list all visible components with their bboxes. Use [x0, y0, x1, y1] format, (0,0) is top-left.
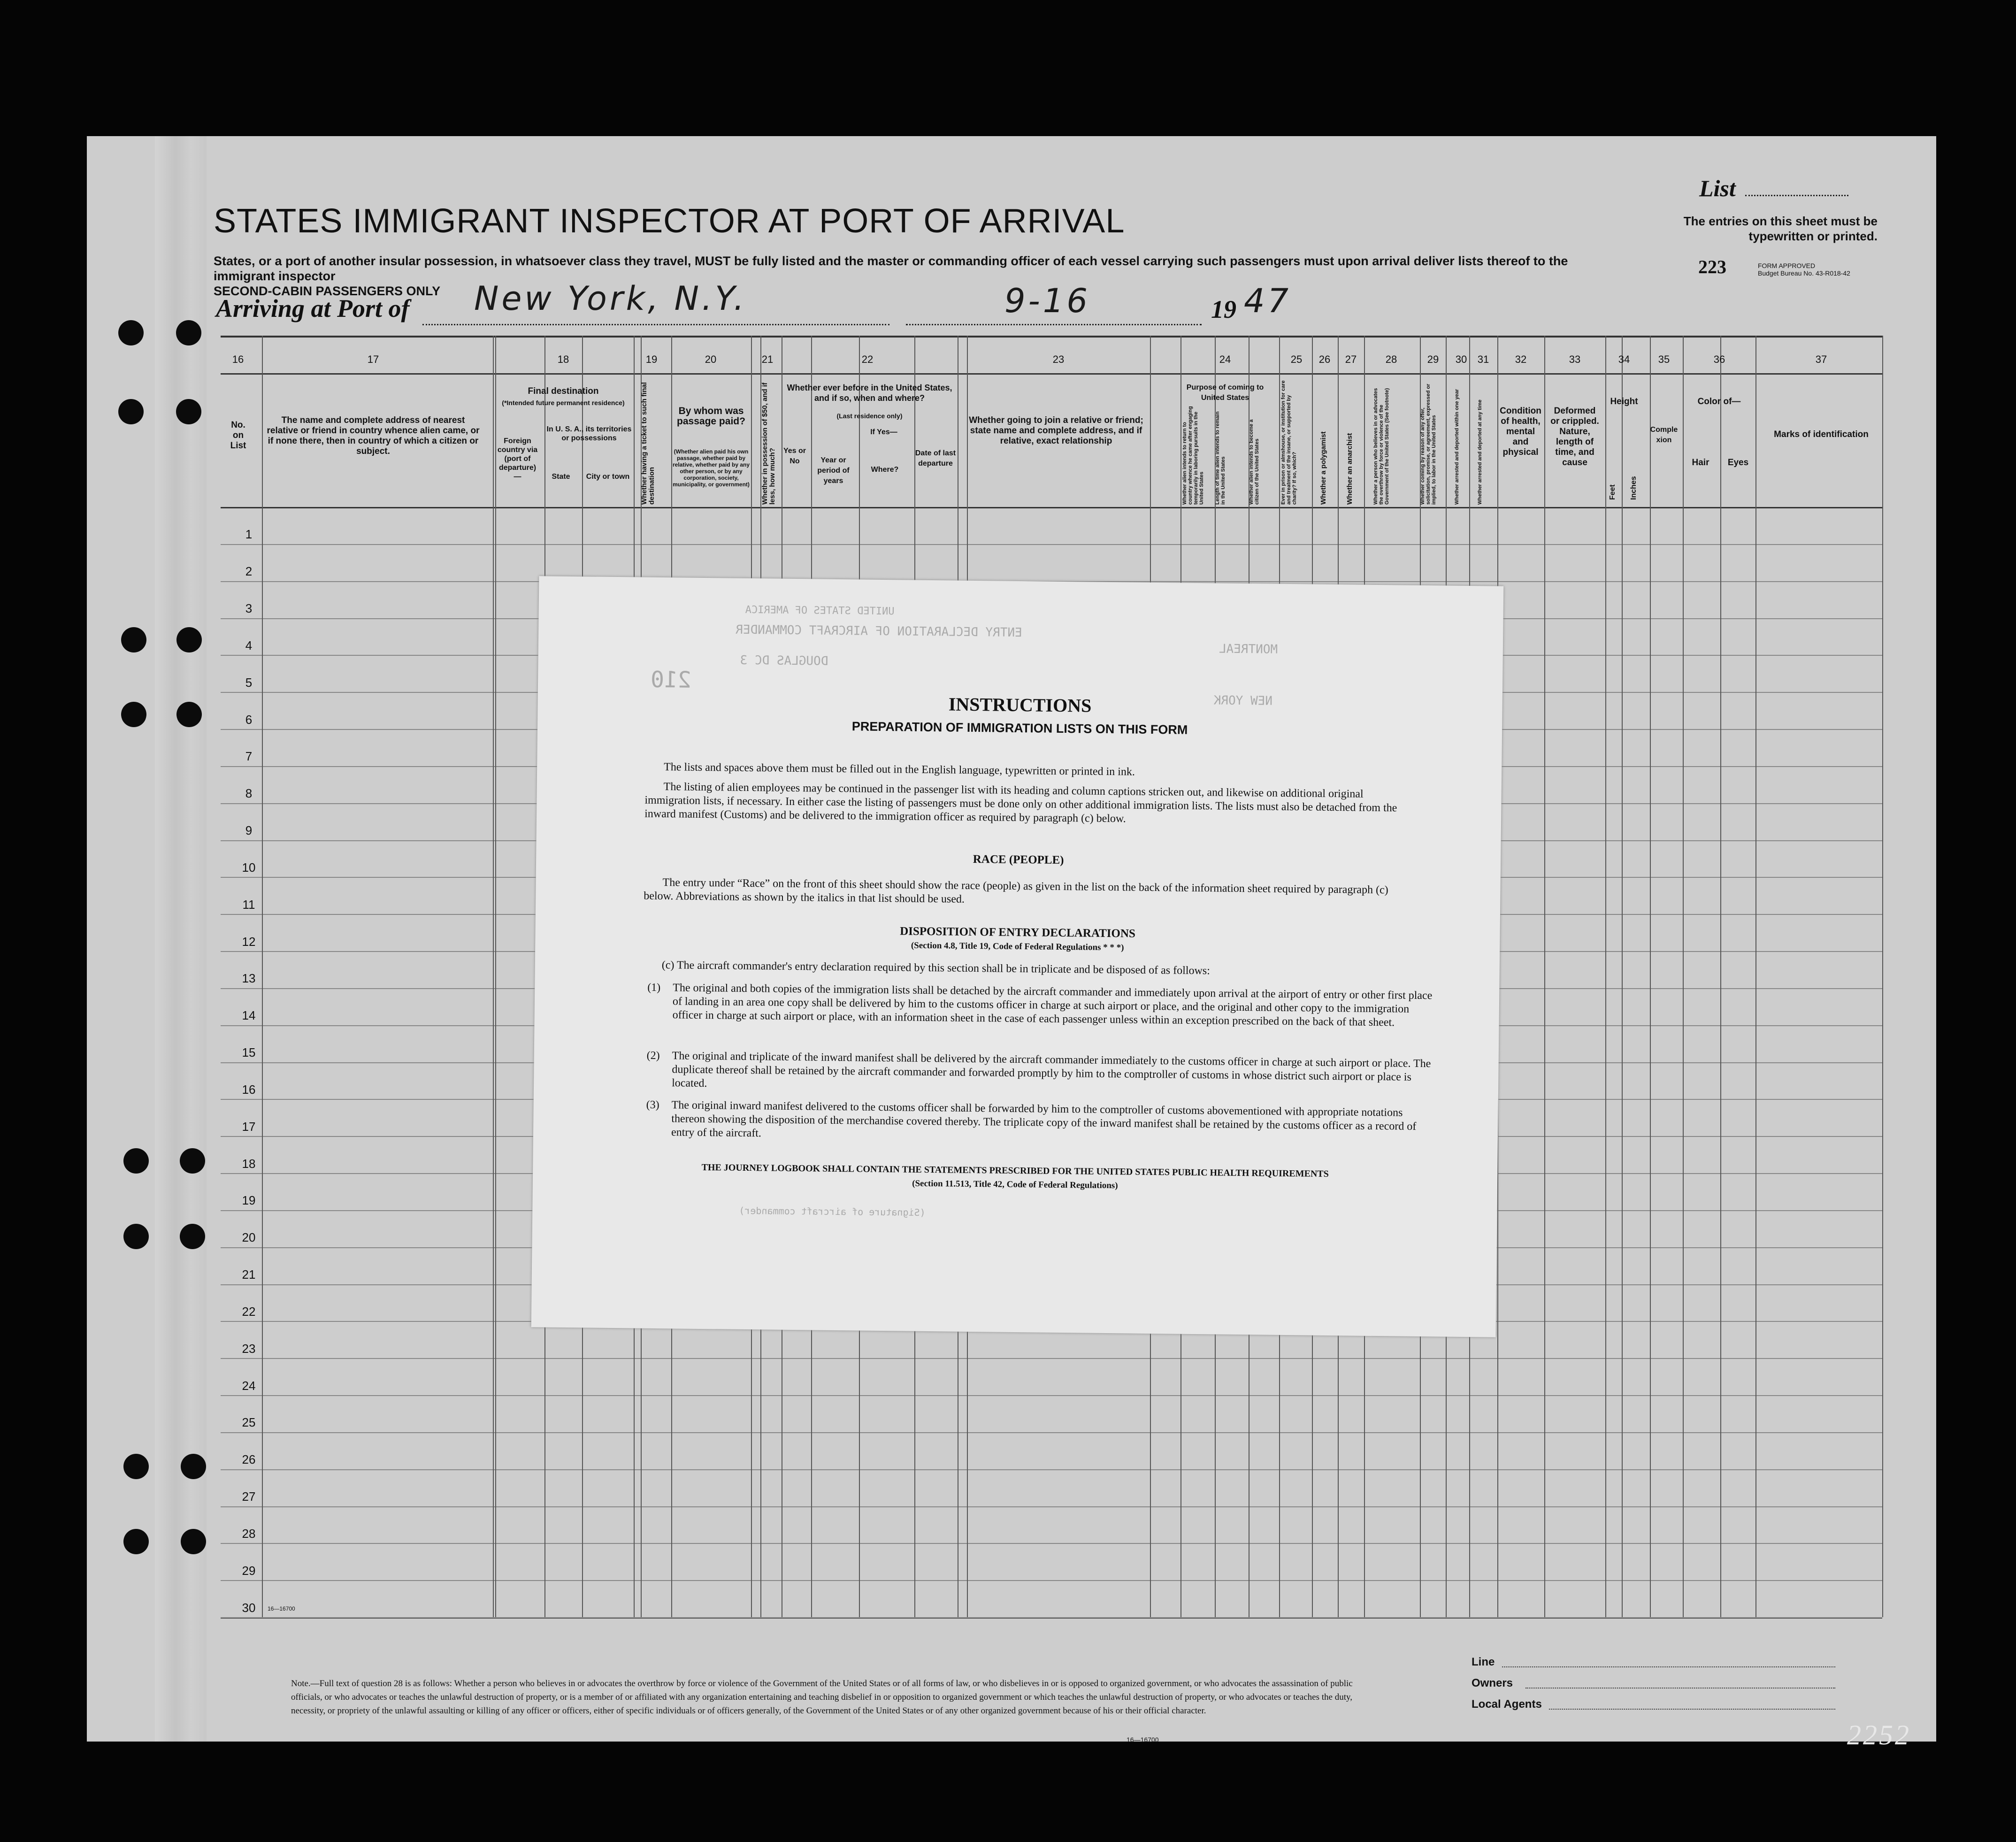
column-number: 22 — [861, 353, 874, 365]
row-number: 10 — [242, 860, 256, 875]
row-line — [221, 544, 1882, 545]
table-rule — [221, 336, 1882, 338]
row-number: 12 — [242, 934, 256, 949]
column-number: 25 — [1290, 353, 1303, 365]
col-header-inches: Inches — [1630, 476, 1638, 500]
row-number: 19 — [242, 1193, 256, 1208]
row-number: 3 — [245, 601, 253, 616]
col-header-marks: Marks of identification — [1774, 430, 1869, 439]
row-number: 16 — [242, 1082, 256, 1097]
col-header-50-dollars: Whether in possession of $50, and if less, how much? — [761, 382, 776, 505]
column-number: 29 — [1427, 353, 1439, 365]
col-header-polygamist: Whether a polygamist — [1319, 431, 1327, 505]
punch-hole — [180, 1148, 205, 1174]
second-cabin-label: SECOND-CABIN PASSENGERS ONLY — [214, 284, 441, 298]
col-header-deported-any-time: Whether arrested and deported at any time — [1477, 399, 1483, 505]
bleed-through-text: 210 — [650, 666, 692, 693]
column-line — [1605, 336, 1606, 1617]
punch-hole — [181, 1454, 206, 1479]
footnote-question-28: Note.—Full text of question 28 is as follows: Whether a person who believes in or advocates the overthrow by force or violence of the Government of the United States or of all forms of law, or who disbelieves in or is opposed to organized government, or who advocates the assassination of public officials, or who advocates or teaches the unlawful destruction of property, or is a member of or affiliated with any organization entertaining and teaching disbelief in or opposition to organized government or which teaches the unlawful destruction of property, or who advocates or teaches the duty, necessity, or propriety of the unlawful assaulting or killing of any officer or officers, either of specific individuals or of officers generally, of the Government of the United States or of any other organized government because of his or their official character. — [291, 1679, 1353, 1716]
row-number: 8 — [245, 786, 253, 801]
journey-logbook: THE JOURNEY LOGBOOK SHALL CONTAIN THE STATEMENTS PRESCRIBED FOR THE UNITED STATES PUBLIC HEALTH REQUIREMENTS — [701, 1162, 1329, 1179]
line-label: Line — [1472, 1656, 1495, 1668]
row-number: 7 — [245, 749, 253, 764]
form-approved — [1758, 262, 1850, 277]
column-number: 16 — [232, 353, 244, 365]
row-number: 11 — [242, 897, 255, 912]
row-number: 22 — [242, 1304, 256, 1319]
col-header-complexion: Complexion — [1650, 426, 1678, 444]
column-number: 32 — [1515, 353, 1527, 365]
punch-hole — [123, 1224, 149, 1249]
punch-hole — [121, 702, 146, 727]
punch-hole — [123, 1148, 149, 1174]
col-header-purpose: Purpose of coming to United States — [1186, 384, 1264, 402]
column-number: 23 — [1052, 353, 1065, 365]
local-agents-field — [1549, 1709, 1835, 1710]
col-header-prison: Ever in prison or almshouse, or institution for care and treatment of the insane, or supported by charity? If so, which? — [1280, 380, 1297, 505]
punch-hole — [118, 399, 144, 424]
punch-hole — [176, 320, 201, 345]
col-header-feet: Feet — [1609, 484, 1617, 500]
col-header-last-residence: (Last residence only) — [836, 412, 903, 420]
journey-citation: (Section 11.513, Title 42, Code of Federal Regulations) — [912, 1178, 1118, 1191]
budget-bureau-text: Budget Bureau No. 43-R018-42 — [1758, 269, 1850, 277]
column-line — [1720, 336, 1721, 1617]
row-number: 20 — [242, 1230, 256, 1245]
column-number: 18 — [557, 353, 569, 365]
col-header-color-of: Color of— — [1697, 397, 1741, 407]
col-header-passage-note: (Whether alien paid his own passage, whether paid by relative, whether paid by any other person, or by any corporation, society, municipality, or government) — [672, 448, 750, 488]
column-number: 36 — [1713, 353, 1725, 365]
row-number: 15 — [242, 1045, 256, 1060]
column-number: 21 — [761, 353, 774, 365]
column-number: 19 — [645, 353, 658, 365]
row-number: 27 — [242, 1489, 256, 1504]
row-number: 18 — [242, 1156, 256, 1171]
form-approved-text: FORM APPROVED — [1758, 262, 1816, 269]
row-number: 5 — [245, 675, 253, 690]
punch-hole — [118, 320, 144, 345]
port-line — [422, 324, 889, 325]
instructions-title: INSTRUCTIONS — [948, 693, 1092, 716]
row-line — [221, 1580, 1882, 1581]
col-header-nearest-relative: The name and complete address of nearest relative or friend in country whence alien came, or if none there, then in country of which a citizen or subject. — [267, 415, 480, 456]
row-number: 26 — [242, 1452, 256, 1467]
line-field — [1502, 1666, 1835, 1667]
instructions-paragraph: The lists and spaces above them must be filled out in the English language, typewritten or printed in ink. — [664, 761, 1135, 778]
col-header-anarchist: Whether an anarchist — [1346, 433, 1354, 505]
column-number: 31 — [1477, 353, 1489, 365]
col-header-if-yes: If Yes— — [870, 428, 897, 436]
table-rule — [221, 507, 1882, 508]
col-header-final-destination: Final destination — [528, 386, 599, 396]
instructions-card — [531, 576, 1504, 1337]
local-agents-label: Local Agents — [1472, 1698, 1542, 1711]
disposition-citation: (Section 4.8, Title 19, Code of Federal Regulations * * *) — [911, 940, 1124, 953]
row-line — [221, 1506, 1882, 1507]
col-header-height: Height — [1610, 397, 1638, 407]
col-header-purpose-citizen: Whether alien intends to become a citizen of the United States — [1249, 419, 1260, 505]
row-number: 14 — [242, 1008, 256, 1023]
port-handwritten: New York, N.Y. — [474, 279, 747, 318]
column-number: 30 — [1455, 353, 1467, 365]
row-line — [221, 1469, 1882, 1470]
col-header-deformed: Deformed or crippled. Nature, length of time, and cause — [1550, 406, 1599, 468]
column-number: 27 — [1345, 353, 1357, 365]
punch-hole — [123, 1529, 149, 1554]
row-number: 25 — [242, 1415, 256, 1430]
punch-hole — [176, 702, 202, 727]
instruction-item-2 — [646, 1049, 1433, 1098]
bleed-through-text: (Signature of aircraft commander) — [739, 1205, 926, 1218]
year-handwritten: 47 — [1244, 282, 1292, 320]
punch-hole — [176, 399, 201, 424]
list-line — [1745, 195, 1848, 196]
bleed-through-text: NEW YORK — [1213, 693, 1273, 708]
column-line — [495, 336, 496, 1617]
column-number: 26 — [1318, 353, 1331, 365]
column-line — [1622, 336, 1623, 1617]
col-header-final-destination-note: (*Intended future permanent residence) — [502, 399, 625, 407]
row-line — [221, 1395, 1882, 1396]
disposition-heading: DISPOSITION OF ENTRY DECLARATIONS — [900, 925, 1136, 940]
column-line — [1650, 336, 1651, 1617]
race-paragraph: The entry under “Race” on the front of this sheet should show the race (people) as given in the list on the back of the information sheet required by paragraph (c) below. Abbreviations as shown by the italics in that list should be used. — [644, 876, 1388, 906]
column-number: 20 — [705, 353, 717, 365]
item-number: (1) — [647, 981, 661, 994]
punch-hole — [123, 1454, 149, 1479]
instructions-paragraph: The listing of alien employees may be continued in the passenger list with its heading and column captions stricken out, and likewise on additional original immigration lists, if necessary. In either case the listing of passengers must be done only on other additional immigration lists. The lists must also be detached from the inward manifest (Customs) and be delivered to the immigration officer as required by paragraph (c) below. — [644, 781, 1397, 825]
list-label: List — [1699, 175, 1736, 201]
arriving-label: Arriving at Port of — [216, 294, 410, 322]
row-line — [221, 1358, 1882, 1359]
bleed-through-text: DOUGLAS DC 3 — [740, 653, 828, 668]
row-number: 21 — [242, 1267, 256, 1282]
item-number: (3) — [646, 1098, 659, 1112]
table-rule — [221, 373, 1882, 375]
form-number-footer: 16—16700 — [1127, 1736, 1159, 1743]
column-number: 28 — [1385, 353, 1397, 365]
item-text: The original and triplicate of the inward manifest shall be delivered by the aircraft commander immediately to the customs officer in charge at such airport or place. The duplicate thereof shall be retained by the aircraft commander and forwarded promptly by him to the comptroller of customs in whose district such airport or place is located. — [672, 1050, 1431, 1090]
row-number: 28 — [242, 1526, 256, 1541]
list-number: 223 — [1698, 256, 1726, 277]
column-line — [1755, 336, 1756, 1617]
col-header-state: State — [552, 473, 570, 481]
column-number: 37 — [1815, 353, 1827, 365]
col-header-where: Where? — [871, 466, 899, 474]
col-header-year-period: Year or period of years — [817, 456, 850, 485]
item-text: The original and both copies of the immigration lists shall be detached by the aircraft commander and immediately upon arrival at the airport of entry or other first place of landing in an area one copy shall be delivered by him to the customs officer in charge at such airport or place, and the original and other copy to the immigration officer in charge at such airport or place, with an information sheet in the case of each passenger unless within an exception prescribed on the back of that sheet. — [672, 982, 1433, 1029]
bleed-through-text: ENTRY DECLARATION OF AIRCRAFT COMMANDER — [736, 622, 1022, 640]
row-number: 29 — [242, 1563, 256, 1578]
col-header-health: Condition of health, mental and physical — [1500, 406, 1541, 457]
row-number: 9 — [245, 823, 253, 838]
col-header-passage-paid: By whom was passage paid? — [677, 406, 745, 427]
punch-hole — [181, 1529, 206, 1554]
row-number: 13 — [242, 971, 256, 986]
year-prefix: 19 — [1211, 295, 1236, 323]
column-number: 35 — [1658, 353, 1670, 365]
form-number-small: 16—16700 — [268, 1605, 295, 1612]
col-header-date-last-departure: Date of last departure — [915, 449, 956, 468]
column-number: 34 — [1618, 353, 1630, 365]
punch-hole — [176, 627, 202, 652]
row-number: 6 — [245, 712, 253, 727]
punch-hole — [180, 1224, 205, 1249]
col-header-purpose-return: Whether alien intends to return to country whence he came after engaging temporarily in laboring pursuits in the United States — [1182, 406, 1204, 505]
page-number-handwritten: 2252 — [1847, 1719, 1911, 1750]
col-header-offer-labor: Whether coming by reason of any offer, solicitation, promise, or agreement, expressed or implied, to labor in the United States — [1420, 384, 1437, 505]
col-header-ticket: Whether having a ticket to such final destination — [640, 382, 656, 505]
item-number: (2) — [646, 1049, 660, 1062]
col-header-purpose-length: Length of time alien intends to remain in the United States — [1215, 411, 1226, 505]
date-line — [906, 324, 1202, 325]
paper-fold — [155, 136, 207, 1742]
col-header-overthrow: Whether a person who believes in or advocates the overthrow by force or violence of the Government of the United States (See footnote) — [1373, 388, 1390, 505]
column-number: 17 — [367, 353, 379, 365]
row-line — [221, 1432, 1882, 1433]
entries-note: The entries on this sheet must be typewritten or printed. — [1683, 214, 1878, 243]
col-header-yes-or-no: Yes or No — [783, 447, 806, 465]
column-line — [1544, 336, 1545, 1617]
col-header-foreign-country: Foreign country via (port of departure)— — [497, 437, 538, 481]
column-line — [1683, 336, 1684, 1617]
instructions-subtitle: PREPARATION OF IMMIGRATION LISTS ON THIS FORM — [851, 719, 1188, 737]
item-text: The original inward manifest delivered to the customs officer shall be forwarded by him to the comptroller of customs abovementioned with appropriate notations thereon showing the disposition of the merchandise covered thereby. The triplicate copy of the inward manifest shall be retained by the customs officer as a record of entry of the aircraft. — [671, 1099, 1417, 1140]
column-line — [1882, 336, 1883, 1617]
row-number: 4 — [245, 638, 253, 652]
row-number: 23 — [242, 1341, 256, 1356]
paragraph-c: (c) The aircraft commander's entry declaration required by this section shall be in triplicate and be disposed of as follows: — [661, 959, 1211, 977]
col-header-going-to-join: Whether going to join a relative or friend; state name and complete address, and if relative, exact relationship — [969, 415, 1143, 446]
col-header-city: City or town — [586, 473, 630, 481]
page-title: STATES IMMIGRANT INSPECTOR AT PORT OF ARRIVAL — [214, 202, 1125, 240]
instruction-item-1 — [647, 981, 1433, 1030]
header-subtitle — [214, 253, 1622, 299]
col-header-no-on-list: No. on List — [230, 420, 246, 451]
row-number: 1 — [245, 527, 253, 542]
column-number: 33 — [1569, 353, 1581, 365]
date-handwritten: 9-16 — [1004, 282, 1090, 320]
owners-label: Owners — [1472, 1677, 1513, 1689]
row-number: 2 — [245, 564, 253, 579]
row-number: 17 — [242, 1119, 256, 1134]
col-header-hair: Hair — [1692, 458, 1709, 468]
col-header-ever-before: Whether ever before in the United States, and if so, when and where? — [787, 383, 952, 403]
instruction-item-3 — [646, 1098, 1432, 1148]
row-number: 24 — [242, 1378, 256, 1393]
row-number: 30 — [242, 1600, 256, 1615]
col-header-deported-one-year: Whether arrested and deported within one year — [1454, 389, 1460, 505]
column-number: 24 — [1219, 353, 1231, 365]
row-line — [221, 1543, 1882, 1544]
bleed-through-text: MONTREAL — [1219, 642, 1278, 657]
col-header-eyes: Eyes — [1727, 458, 1749, 468]
row-line — [221, 1617, 1882, 1618]
bleed-through-text: UNITED STATES OF AMERICA — [745, 604, 895, 618]
subtitle-text: States, or a port of another insular possession, in whatsoever class they travel, MUST be fully listed and the master or commanding officer of each vessel carrying such passengers must upon arrival deliver lists thereof to the immigrant inspector — [214, 254, 1568, 283]
column-line — [493, 336, 494, 1617]
col-header-in-usa: In U. S. A., its territories or possessions — [546, 425, 632, 442]
punch-hole — [121, 627, 146, 652]
race-heading: RACE (PEOPLE) — [973, 852, 1064, 867]
